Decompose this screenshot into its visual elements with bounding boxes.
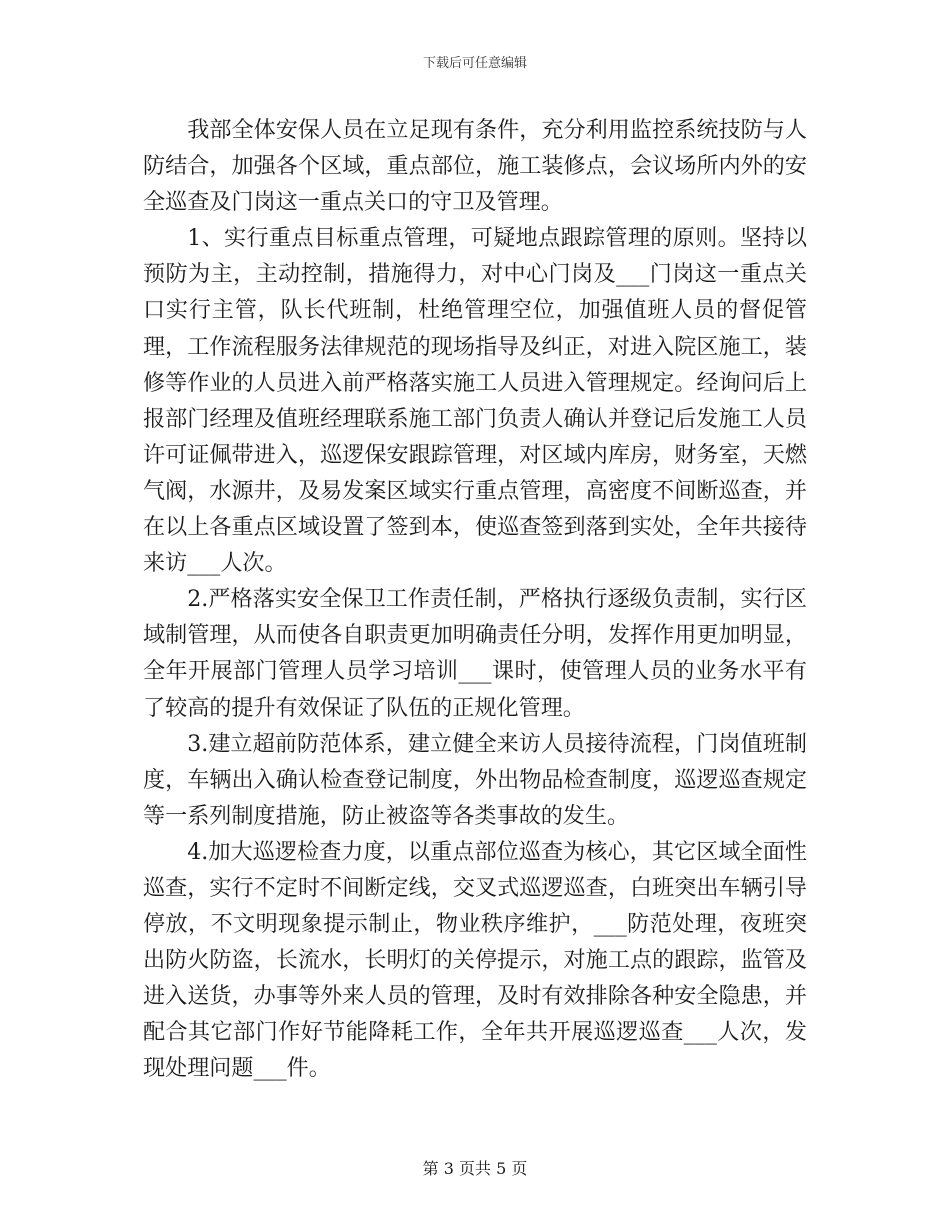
page-number: 第 3 页共 5 页 xyxy=(422,1159,528,1178)
paragraph-item-1: 1、实行重点目标重点管理，可疑地点跟踪管理的原则。坚持以预防为主，主动控制，措施得力，对中心门岗及___门岗这一重点关口实行主管，队长代班制，杜绝管理空位，加强值班人员的督促管理，工作流程服务法律规范的现场指导及纠正，对进入院区施工，装修等作业的人员进入前严格落实施工人员进入管理规定。经询问后上报部门经理及值班经理联系施工部门负责人确认并登记后发施工人员许可证佩带进入，巡逻保安跟踪管理，对区域内库房，财务室，天燃气阀，水源井，及易发案区域实行重点管理，高密度不间断巡查，并在以上各重点区域设置了签到本，使巡查签到落到实处，全年共接待来访___人次。 xyxy=(143,225,807,577)
document-body xyxy=(143,112,807,1087)
paragraph-item-2: 2.严格落实安全保卫工作责任制，严格执行逐级负责制，实行区域制管理，从而使各自职责更加明确责任分明，发挥作用更加明显，全年开展部门管理人员学习培训___课时，使管理人员的业务水平有了较高的提升有效保证了队伍的正规化管理。 xyxy=(143,586,807,721)
paragraph-intro: 我部全体安保人员在立足现有条件，充分利用监控系统技防与人防结合，加强各个区域，重点部位，施工装修点，会议场所内外的安全巡查及门岗这一重点关口的守卫及管理。 xyxy=(143,117,807,216)
paragraph-item-4: 4.加大巡逻检查力度，以重点部位巡查为核心，其它区域全面性巡查，实行不定时不间断定线，交叉式巡逻巡查，白班突出车辆引导停放，不文明现象提示制止，物业秩序维护，___防范处理，夜班突出防火防盗，长流水，长明灯的关停提示，对施工点的跟踪，监管及进入送货，办事等外来人员的管理，及时有效排除各种安全隐患，并配合其它部门作好节能降耗工作，全年共开展巡逻巡查___人次，发现处理问题___件。 xyxy=(143,838,807,1082)
paragraph-item-3: 3.建立超前防范体系，建立健全来访人员接待流程，门岗值班制度，车辆出入确认检查登记制度，外出物品检查制度，巡逻巡查规定等一系列制度措施，防止被盗等各类事故的发生。 xyxy=(143,730,807,829)
page-header: 下载后可任意编辑 xyxy=(422,56,527,71)
